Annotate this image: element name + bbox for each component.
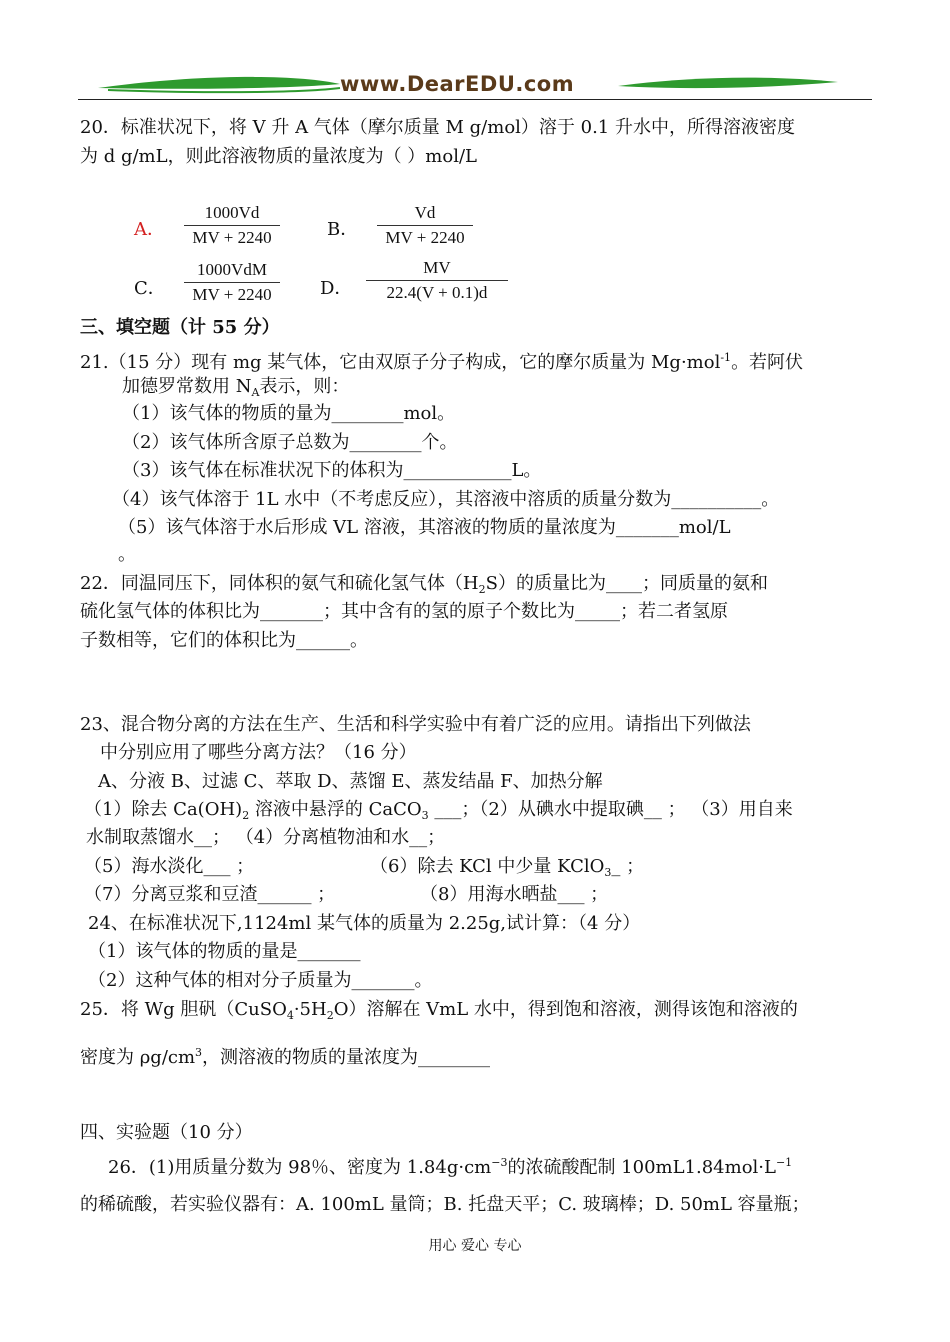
- q24-line2: （1）该气体的物质的量是_______: [88, 941, 361, 962]
- q21-sub3: （3）该气体在标准状况下的体积为____________L。: [122, 460, 542, 481]
- q22-line2: 硫化氢气体的体积比为_______；其中含有的氢的原子个数比为_____；若二者氢原: [80, 601, 728, 622]
- q20-option-c-num: 1000VdM: [184, 260, 280, 283]
- q20-option-b-label: B．: [327, 219, 359, 240]
- q25-line2: [80, 1041, 490, 1070]
- q20-option-b-fraction: [377, 203, 473, 248]
- q23-line6b-tail: _ ；: [611, 856, 645, 877]
- q22-line1-text: 22．同温同压下，同体积的氨气和硫化氢气体（H: [80, 573, 479, 594]
- q26-line1: [108, 1151, 792, 1180]
- q25-line1-tail: O）溶解在 VmL 水中，得到饱和溶液，测得该饱和溶液的: [333, 999, 798, 1020]
- section-4-heading: 四、实验题（10 分）: [80, 1122, 253, 1143]
- q23-line4-tail: ___；（2）从碘水中提取碘__ ； （3）用自来: [428, 799, 793, 820]
- q22-line1-sub: 2: [478, 583, 486, 596]
- q20-option-a-num: 1000Vd: [184, 203, 280, 226]
- q25-line1-sub2: 2: [326, 1009, 334, 1022]
- q25-line2-text: 密度为 ρg/cm: [80, 1047, 196, 1068]
- q21-line2-text: 加德罗常数用 N: [122, 376, 252, 397]
- q26-line1-text: 26．(1)用质量分数为 98％、密度为 1.84g·cm: [108, 1157, 492, 1178]
- q26-line1-sup2: −1: [775, 1156, 793, 1169]
- q20-option-a-fraction: [184, 203, 280, 248]
- q25-line2-sup: 3: [195, 1046, 203, 1059]
- q21-line2: [122, 375, 349, 405]
- q21-line2-tail: 表示，则：: [259, 376, 350, 397]
- q23-line6b: [370, 855, 644, 885]
- q20-line1: 20．标准状况下，将 V 升 A 气体（摩尔质量 M g/mol）溶于 0.1 升水中，所得溶液密度: [80, 117, 795, 138]
- q21-line1: [80, 346, 803, 375]
- q21-line1-tail: 。若阿伏: [731, 352, 804, 373]
- q25-line1-mid: ·5H: [293, 999, 327, 1020]
- q20-option-b-num: Vd: [377, 203, 473, 226]
- site-logo: www.DearEDU.com: [340, 72, 575, 96]
- q21-sub1: （1）该气体的物质的量为________mol。: [122, 403, 456, 424]
- q20-option-b-den: MV + 2240: [385, 228, 465, 247]
- q23-options: A、分液 B、过滤 C、萃取 D、蒸馏 E、蒸发结晶 F、加热分解: [98, 771, 603, 792]
- q23-line6b-text: （6）除去 KCl 中少量 KClO: [370, 856, 605, 877]
- q23-line4-sub: 2: [242, 809, 250, 822]
- q24-line1: 24、在标准状况下,1124ml 某气体的质量为 2.25g,试计算：（4 分）: [88, 913, 641, 934]
- q21-sub4: （4）该气体溶于 1L 水中（不考虑反应），其溶液中溶质的质量分数为__________。: [112, 489, 780, 510]
- q23-line4-mid: 溶液中悬浮的 CaCO: [249, 799, 422, 820]
- q25-line2-tail: ，测溶液的物质的量浓度为________: [202, 1047, 491, 1068]
- q20-option-a-den: MV + 2240: [192, 228, 272, 247]
- q21-sub5: （5）该气体溶于水后形成 VL 溶液，其溶液的物质的量浓度为_______mol/L: [118, 517, 731, 538]
- q20-option-d-num: MV: [366, 258, 508, 281]
- q26-line1-mid: 的浓硫酸配制 100mL1.84mol·L: [507, 1157, 776, 1178]
- header-rule: [78, 99, 872, 100]
- q21-sub5-end: 。: [118, 544, 136, 565]
- q23-line2: 中分别应用了哪些分离方法？（16 分）: [100, 742, 417, 763]
- q23-line6b-sub: 3: [604, 866, 612, 879]
- page-footer: 用心 爱心 专心: [428, 1238, 522, 1254]
- q22-line1-tail: S）的质量比为____；同质量的氨和: [485, 573, 768, 594]
- q20-option-d-label: D．: [320, 278, 353, 299]
- q25-line1-text: 25．将 Wg 胆矾（CuSO: [80, 999, 287, 1020]
- q21-line2-sub: A: [251, 386, 260, 399]
- q25-line1-sub: 4: [286, 1009, 294, 1022]
- q23-line7b: （8）用海水晒盐___ ；: [420, 884, 609, 905]
- q20-option-d-den: 22.4(V + 0.1)d: [386, 283, 488, 302]
- q20-line2: 为 d g/mL，则此溶液物质的量浓度为（ ）mol/L: [80, 146, 477, 167]
- q23-line4-text: （1）除去 Ca(OH): [84, 799, 243, 820]
- q21-line1-sup: -1: [720, 351, 732, 364]
- q23-line6a: （5）海水淡化___ ；: [84, 856, 255, 877]
- q20-option-c-den: MV + 2240: [192, 285, 272, 304]
- q26-line2: 的稀硫酸，若实验仪器有：A. 100mL 量筒；B. 托盘天平；C. 玻璃棒；D. 50mL 容量瓶；: [80, 1194, 810, 1215]
- q26-line1-sup: −3: [491, 1156, 508, 1169]
- section-3-heading: 三、填空题（计 55 分）: [80, 317, 280, 338]
- q22-line3: 子数相等，它们的体积比为______。: [80, 630, 368, 651]
- q21-sub2: （2）该气体所含原子总数为________个。: [122, 432, 458, 453]
- q23-line1: 23、混合物分离的方法在生产、生活和科学实验中有着广泛的应用。请指出下列做法: [80, 714, 751, 735]
- q23-line4: [84, 798, 793, 828]
- q24-line3: （2）这种气体的相对分子质量为_______。: [88, 970, 433, 991]
- q20-option-a-label: A．: [134, 219, 165, 240]
- q23-line7a: （7）分离豆浆和豆渣______ ；: [84, 884, 336, 905]
- q20-option-c-label: C．: [134, 278, 166, 299]
- q21-line1-text: 21.（15 分）现有 mg 某气体，它由双原子分子构成，它的摩尔质量为 Mg·mol: [80, 352, 721, 373]
- q23-line4-sub2: 3: [421, 809, 429, 822]
- q22-line1: [80, 572, 768, 602]
- q20-option-d-fraction: [366, 258, 508, 303]
- q20-option-c-fraction: [184, 260, 280, 305]
- q25-line1: [80, 998, 798, 1028]
- q23-line5: 水制取蒸馏水__； （4）分离植物油和水__；: [86, 827, 446, 848]
